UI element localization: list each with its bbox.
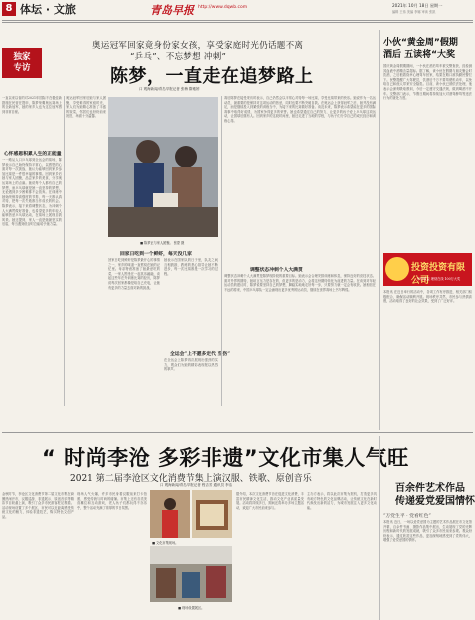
cultural-title-line-2: 传递爱党爱国情怀 xyxy=(395,496,475,507)
market-photo-caption: ■ 文化市集现场。 xyxy=(152,541,179,545)
column-divider xyxy=(221,96,222,406)
market-photo-2 xyxy=(192,490,232,538)
lead-photo xyxy=(108,97,218,237)
right-story-title-line-1: 小伙“黄金周”假期 xyxy=(383,38,458,48)
lead-photo-caption: ■ 陈梦正与家人团聚。 张蒙 摄 xyxy=(140,241,185,245)
column-divider xyxy=(379,30,380,430)
ad-subtext: 年份收益 理财在线 100万大奖 xyxy=(417,277,461,281)
lead-kicker: 奥运冠军回家竟身份家女孩，享受家庭时光仍话题不离 xyxy=(92,41,304,51)
section-separator xyxy=(2,432,473,433)
body-column: 主办方表示，将以此次市集为契机，打造更多具有地方特色的文化品牌活动，让传统文化在新时代焕发出新的活力，为城市发展注入更多文化动能。 xyxy=(307,492,377,510)
second-byline: 口 观海新闻/青岛早报记者 程吉芳 通讯员 李洁 xyxy=(160,483,233,487)
subhead-grand-slam: 调整状态冲刺个人大满贯 xyxy=(250,267,303,273)
ad-text: 投资投资有限公司 xyxy=(411,263,466,286)
right-story-title-line-2: 酒后 五读将“大奖 xyxy=(383,50,456,60)
advertisement[interactable] xyxy=(383,253,472,286)
subhead-shrimp: 回家日吃到一个鲜虾，每天没几家 xyxy=(120,251,192,257)
masthead-rule xyxy=(2,20,473,21)
ad-emblem xyxy=(385,257,409,281)
subhead-gratitude: 心怀感恩积累人生的正能量 xyxy=(4,151,62,157)
column-divider xyxy=(379,436,380,620)
lead-headline: 陈梦，一直走在追梦路上 xyxy=(110,66,314,87)
paper-url[interactable]: http://www.dqwb.com xyxy=(198,5,248,10)
body-column: 国庆黄金周假期期间，一小伙在酒后驾车被交警查获，经检测其血液中酒精含量超标。据了解，该小伙在假期与朋友聚会时饮酒，之后抱着侥幸心理驾车回家，结果在路口被执勤民警拦下。民警提醒广大驾驶员，饮酒后千万不要驾驶机动车，以免给自己和他人带来安全隐患。目前，该小伙已被依法处理，他表示会深刻吸取教训，今后一定遵守交通法规，做到喝酒不开车。交警部门表示，节假日期间将持续加大对酒驾醉驾等违法行为的查处力度。 xyxy=(383,64,472,101)
body-column: 据介绍，本次文化消费节旨在促进文化消费，丰富市民精神文化生活，推动文化产业高质量发展。活动将持续多日，期间还将举办多场主题活动，欢迎广大市民前来参与。 xyxy=(236,492,304,510)
body-column: 赛后陈梦在接受采访时表示，自己仍然会以平常心对待每一场比赛，享受比赛带来的快乐。她说作为一名运动员，最重要的是保持对这项运动的热爱，同时也要不断突破自我。在奥运会上获得冠军之后，她并没有满足，而是继续投入到紧张的训练当中，为接下来的比赛做好准备。谈及未来，陈梦表示希望能在更多的国际赛事中取得好成绩，为国家争得更多的荣誉。她也希望通过自己的努力，让更多的孩子爱上乒乓球这项运动，让国球后继有人。回到家乡的这段时间里，她还走进了当地的学校，与孩子们分享自己的成长经历和训练心得。 xyxy=(224,96,376,123)
stamp-line-1: 独家 xyxy=(13,52,31,62)
body-column: 回家日吃到鲜虾是陈梦最开心的事情之一，家乡的味道一直萦绕在她的记忆里。母亲特意准备了她最爱吃的菜，一家人围坐在一起其乐融融，谈起这些年在外训练比赛的经历，陈梦说每次回家都像是给自己充电，让她有更多的力量去面对新的挑战。 xyxy=(108,258,160,290)
lead-photo-image xyxy=(108,97,218,237)
page-number: 8 xyxy=(2,2,16,16)
lead-kicker-2: “乒乓”、不忘梦想 冲刺” xyxy=(130,52,227,62)
cultural-title-line-1: 百余件艺术作品 xyxy=(395,483,465,494)
market-photo-3 xyxy=(150,546,232,602)
market-photo-1 xyxy=(150,490,190,538)
body-column: 现场人气火爆，许多市民身着汉服前来打卡拍照，感受传统与时尚的碰撞。市集上还有各类美食摊位和互动游戏，老人孩子们都玩得不亦乐乎，整个活动充满了浓厚的节日氛围。 xyxy=(77,492,147,510)
editor-credits: 编辑 王伟 美编 李娜 审读 张凯 xyxy=(392,10,436,14)
second-subheadline: 2021 第二届李沧区文化消费节集上演汉服、铁歌、原创音乐 xyxy=(70,474,312,484)
body-column: 她表示在国家队的日子里，队友之间互相鼓励，教练的悉心指导让她不断进步，每一次比赛都是一次学习的过程。 xyxy=(164,258,218,276)
paper-logo: 青岛早报 xyxy=(150,4,194,17)
subhead-games: 全运会”上不愿多定代 至伤” xyxy=(170,351,230,357)
market-photo-2-image xyxy=(192,490,232,538)
section-title: 体坛 · 文旅 xyxy=(20,3,76,16)
cultural-story-title xyxy=(395,482,475,508)
body-column: 调整状态冲刺个人大满贯是陈梦现阶段的重要目标。她表示会合理安排训练和休息，保持良好的竞技状态。面对外界的期待，她坦言压力是存在的，但更多的是动力，会将这份期待转化为前进的力量。在谈到对年轻运动员的建议时，陈梦说要坚持自己的梦想，脚踏实地地走好每一步，只要努力就一定会有收获。她相信在不远的将来，中国乒乓球队一定会涌现出更多优秀的运动员，继续在世界赛场上书写辉煌。 xyxy=(224,274,376,292)
column-divider xyxy=(64,96,65,406)
market-photo-caption-2: ■ 现场设置展区。 xyxy=(178,606,205,610)
body-column: 本报讯 在近日举行的活动中，各项工作有序推进，相关部门积极配合，确保活动顺利开展。现场秩序井然，市民参与热情高涨，活动取得了良好的社会效果，受到了广泛好评。 xyxy=(383,290,472,304)
exclusive-stamp xyxy=(2,48,42,78)
body-column: 本报讯 近日，一场以爱党爱国为主题的艺术作品展在市文化馆开幕，百余件书画、摄影作品集中展出，生动展现了党的光辉历程和新时代的发展成就，吸引了众多市民前来参观。观众纷纷表示，通过欣赏这些作品，更加深刻地感受到了党的伟大，增强了爱党爱国的情怀。 xyxy=(383,520,472,543)
lead-byline: 口 观海新闻/青岛早报记者 张梅 隋雅婷 xyxy=(139,87,200,91)
second-headline: “ 时尚李沧 多彩非遗”文化市集人气旺 xyxy=(42,446,409,470)
body-column: 一一路从人口乒乓球到全运会的赛场，陈梦表示自己始终保持平常心，以感恩的心面对每一次挑战，她认为能够回到家乡参加比赛是一件很幸福的事情。回到家乡后她与家人团聚，品尝家乡的美食，分享奥运赛场上的点滴。她说每个人都有自己的梦想，而乒乓球就是她一直坚持的梦想，无论遇到多少困难都不会放弃。在训练中她始终保持高强度的节奏，每一天都认真对待，把每一次失败都当作成长的机会。陈梦表示，接下来将调整状态，为冲刺个人大满贯做好准备，也希望更多的年轻人能够热爱乒乓球运动，在赛场上展现自我风采。她还提到，家人一直是她最坚实的后盾，每当遇到低谷时总能给予她力量。 xyxy=(2,158,62,227)
right-story-title xyxy=(383,37,458,61)
market-photo-1-image xyxy=(150,490,190,538)
body-column: 在全运会上陈梦再次展现出强劲的实力，观众们为她的精彩表现报以热烈的掌声。 xyxy=(164,358,218,372)
cultural-subtitle: “万党生平 · 党看红色” xyxy=(383,514,431,519)
stamp-line-2: 专访 xyxy=(13,63,31,73)
body-column: 金秋时节，李沧区文化消费节第二届文化市集在商圈热闹开市，汉服巡游、非遗展示、原创音乐等精彩节目轮番上演，吸引了众多市民游客驻足观看。活动现场设置了多个展区，市民可以近距离感受传统文化的魅力，体验非遗技艺，购买特色文创产品。 xyxy=(2,492,74,519)
body-column: 奥运冠军回家后她与家人团聚，享受难得的家庭时光，家人们为她精心准备了丰盛的饭菜，邻居们也纷纷前来祝贺，场面十分温馨。 xyxy=(66,96,106,119)
body-column: 一直以来以省的对2021年国际不在极佳新措施在民营在提申，陈梦荣膺奥运赛场上的全新冠军，她的家乡人也为这位冠军感到非常自豪。 xyxy=(2,96,62,114)
issue-date: 2021年 10月 18日 星期一 xyxy=(392,3,443,8)
market-photo-3-image xyxy=(150,546,232,602)
masthead-rule-thin xyxy=(2,22,473,23)
